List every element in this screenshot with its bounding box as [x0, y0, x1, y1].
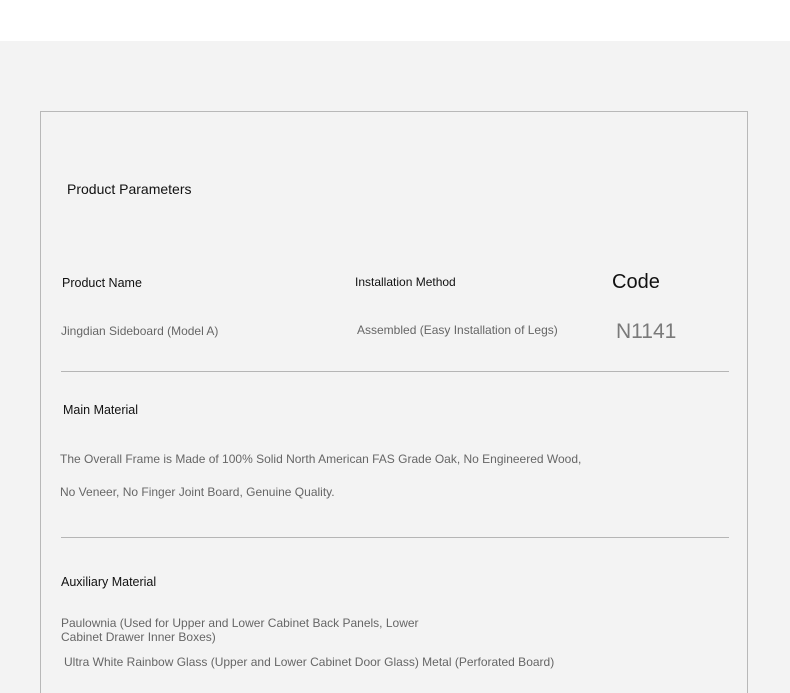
product-parameters-card: [40, 111, 748, 693]
main-material-line-2: No Veneer, No Finger Joint Board, Genuine Quality.: [60, 485, 335, 499]
main-material-line-1: The Overall Frame is Made of 100% Solid North American FAS Grade Oak, No Engineered Wood,: [60, 452, 582, 466]
auxiliary-material-line-2: Cabinet Drawer Inner Boxes): [61, 630, 216, 644]
auxiliary-material-label: Auxiliary Material: [61, 575, 157, 589]
product-name-label: Product Name: [62, 276, 142, 290]
section-title: Product Parameters: [67, 181, 192, 197]
divider: [61, 371, 729, 372]
installation-method-label: Installation Method: [355, 275, 456, 289]
auxiliary-material-line-1: Paulownia (Used for Upper and Lower Cabinet Back Panels, Lower: [61, 616, 419, 630]
product-name-value: Jingdian Sideboard (Model A): [61, 324, 219, 338]
code-value: N1141: [616, 320, 677, 343]
divider: [61, 537, 729, 538]
installation-method-value: Assembled (Easy Installation of Legs): [357, 323, 558, 337]
code-label: Code: [612, 271, 660, 293]
main-material-label: Main Material: [63, 403, 139, 417]
auxiliary-material-line-3: Ultra White Rainbow Glass (Upper and Lower Cabinet Door Glass) Metal (Perforated Board): [64, 655, 555, 669]
